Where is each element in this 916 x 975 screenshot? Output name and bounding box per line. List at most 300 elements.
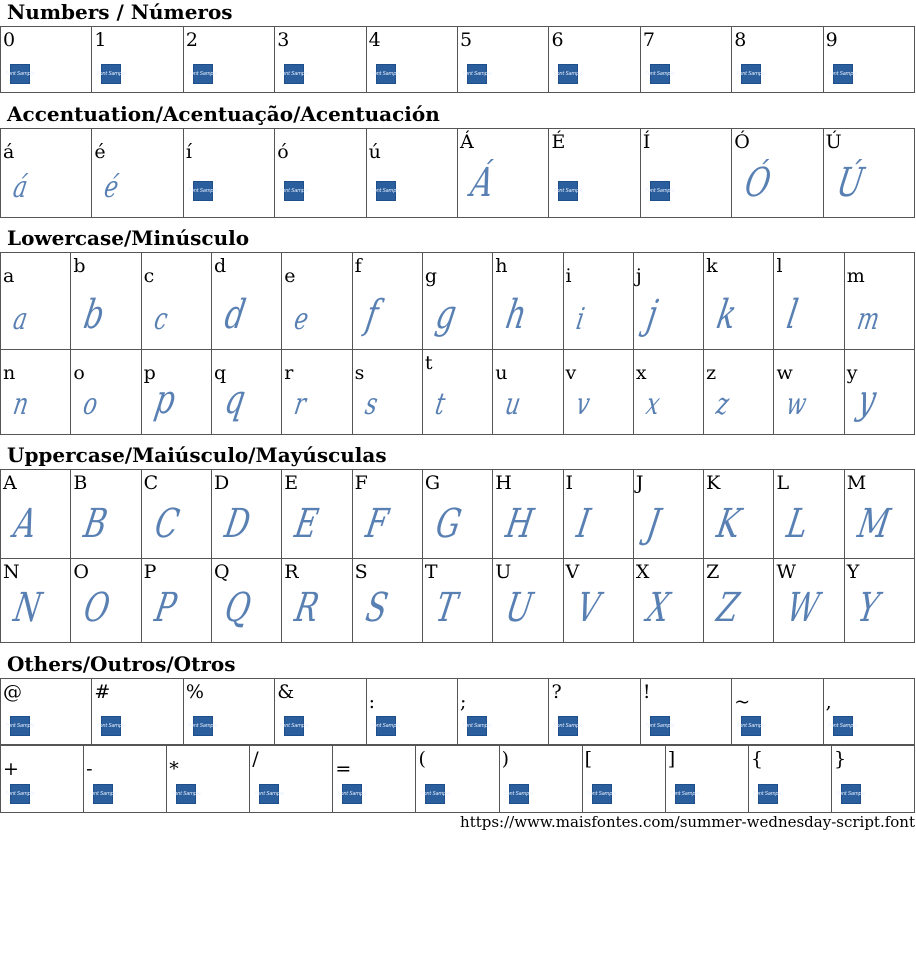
char-cell	[366, 26, 458, 93]
char-cell	[457, 26, 549, 93]
font-sample-image	[836, 784, 866, 804]
char-cell	[352, 252, 423, 350]
char-label: +	[3, 758, 19, 780]
script-glyph: Á	[467, 160, 498, 206]
font-sample-text: Font Sample	[279, 71, 309, 77]
script-glyph: Ú	[833, 160, 867, 206]
font-sample-text: Font Sample	[462, 71, 492, 77]
char-label: 4	[368, 29, 381, 51]
script-glyph: c	[151, 302, 171, 337]
font-sample-text: Font Sample	[553, 723, 584, 729]
font-sample-image	[736, 64, 766, 84]
font-sample-text: Font Sample	[645, 723, 675, 729]
font-sample-text: Font Sample	[828, 71, 858, 77]
font-sample-text: Font Sample	[371, 188, 401, 194]
char-cell	[731, 128, 823, 218]
font-sample-text: Font Sample	[188, 723, 218, 729]
char-label: S	[354, 561, 368, 583]
char-label: r	[284, 362, 294, 384]
char-cell	[332, 745, 416, 813]
script-glyph: L	[783, 501, 812, 547]
char-label: T	[424, 561, 438, 583]
script-glyph: á	[10, 170, 31, 205]
script-glyph: J	[643, 501, 664, 547]
script-glyph: M	[854, 501, 894, 547]
font-sample-text: Font Sample	[420, 791, 451, 797]
char-cell	[492, 349, 563, 435]
char-label: o	[73, 362, 85, 384]
font-sample-image	[371, 181, 401, 201]
script-glyph: T	[432, 585, 461, 631]
uppercase-grid-row-1	[0, 469, 915, 559]
char-label: a	[3, 265, 15, 287]
font-sample-text: Font Sample	[279, 188, 309, 194]
script-glyph: é	[102, 170, 122, 205]
char-cell	[548, 678, 640, 745]
char-cell	[274, 26, 366, 93]
char-label: b	[73, 255, 86, 277]
font-sample-text: Font Sample	[337, 791, 367, 797]
char-label: *	[169, 758, 179, 780]
char-label: z	[706, 362, 717, 384]
char-label: O	[73, 561, 89, 583]
font-sample-text: Font Sample	[96, 71, 127, 77]
char-cell	[83, 745, 167, 813]
script-glyph: m	[854, 302, 882, 337]
char-cell	[563, 469, 634, 559]
font-sample-image	[5, 784, 35, 804]
font-sample-image	[553, 716, 584, 736]
char-label: 9	[825, 29, 838, 51]
font-sample-text: Font Sample	[553, 71, 584, 77]
char-label: U	[495, 561, 512, 583]
char-cell	[640, 128, 732, 218]
char-label: t	[424, 352, 433, 374]
font-sample-image	[5, 64, 35, 84]
char-label: l	[776, 255, 783, 277]
char-cell	[0, 745, 84, 813]
script-glyph: t	[432, 387, 448, 422]
char-label: %	[185, 681, 204, 703]
script-glyph: i	[573, 302, 587, 337]
char-cell	[492, 252, 563, 350]
font-sample-image	[462, 716, 492, 736]
script-glyph: r	[291, 387, 309, 422]
char-label: A	[3, 472, 17, 494]
font-sample-text: Font Sample	[503, 791, 534, 797]
script-glyph: n	[10, 387, 32, 422]
char-cell	[422, 252, 493, 350]
font-sample-text: Font Sample	[587, 791, 617, 797]
script-glyph: y	[854, 377, 880, 423]
lowercase-grid-row-1	[0, 252, 915, 350]
char-cell	[281, 252, 352, 350]
char-cell	[703, 349, 774, 435]
font-sample-text: Font Sample	[736, 723, 766, 729]
char-cell	[352, 349, 423, 435]
char-label: H	[495, 472, 512, 494]
font-sample-image	[188, 64, 218, 84]
script-glyph: E	[291, 501, 322, 547]
script-glyph: a	[10, 302, 31, 337]
char-label: 3	[277, 29, 290, 51]
font-sample-text: Font Sample	[96, 723, 127, 729]
char-label: 8	[734, 29, 747, 51]
char-label: j	[635, 265, 642, 287]
section-title-accentuation: Accentuation/Acentuação/Acentuación	[7, 102, 440, 126]
char-cell	[563, 252, 634, 350]
font-sample-image	[553, 181, 584, 201]
char-label: n	[3, 362, 16, 384]
font-sample-image	[254, 784, 284, 804]
char-label: 1	[94, 29, 107, 51]
char-label: P	[143, 561, 157, 583]
char-label: Ó	[734, 131, 750, 153]
char-label: ]	[667, 748, 676, 770]
char-cell	[0, 678, 92, 745]
char-label: Q	[213, 561, 230, 583]
char-label: @	[3, 681, 22, 703]
script-glyph: I	[572, 501, 593, 547]
script-glyph: Q	[221, 585, 255, 631]
char-label: X	[635, 561, 650, 583]
char-cell	[703, 558, 774, 643]
char-cell	[281, 469, 352, 559]
char-label: h	[495, 255, 508, 277]
font-sample-text: Font Sample	[645, 188, 675, 194]
font-sample-image	[96, 64, 127, 84]
char-cell	[844, 558, 915, 643]
char-label: ó	[277, 141, 289, 163]
font-sample-image	[645, 64, 675, 84]
numbers-grid	[0, 26, 915, 93]
char-label: !	[642, 681, 651, 703]
font-sample-image	[828, 64, 858, 84]
char-label: F	[354, 472, 368, 494]
script-glyph: l	[783, 292, 802, 338]
font-sample-text: Font Sample	[279, 723, 309, 729]
char-cell	[183, 26, 275, 93]
script-glyph: B	[80, 501, 111, 547]
char-label: E	[284, 472, 299, 494]
font-sample-image	[828, 716, 858, 736]
script-glyph: W	[783, 585, 823, 631]
char-label: c	[143, 265, 155, 287]
char-cell	[141, 252, 212, 350]
font-sample-image	[587, 784, 617, 804]
others-grid-row-2	[0, 745, 915, 813]
font-sample-image	[337, 784, 367, 804]
char-cell	[366, 678, 458, 745]
script-glyph: R	[291, 585, 323, 631]
char-cell	[823, 128, 915, 218]
script-glyph: o	[80, 387, 101, 422]
font-sample-image	[96, 716, 127, 736]
script-glyph: z	[713, 387, 732, 422]
font-sample-image	[188, 716, 218, 736]
char-label: B	[73, 472, 88, 494]
font-sample-image	[645, 716, 675, 736]
char-cell	[731, 678, 823, 745]
font-sample-text: Font Sample	[188, 71, 218, 77]
char-label: É	[551, 131, 566, 153]
char-label: D	[213, 472, 230, 494]
char-label: w	[776, 362, 793, 384]
char-cell	[274, 128, 366, 218]
char-cell	[844, 349, 915, 435]
font-sample-image	[462, 64, 492, 84]
font-sample-text: Font Sample	[645, 71, 675, 77]
char-cell	[703, 469, 774, 559]
char-cell	[249, 745, 333, 813]
script-glyph: h	[502, 292, 531, 338]
char-cell	[274, 678, 366, 745]
script-glyph: C	[151, 501, 183, 547]
char-cell	[366, 128, 458, 218]
char-cell	[0, 26, 92, 93]
font-url[interactable]: https://www.maisfontes.com/summer-wednesday-script.font	[460, 813, 915, 831]
char-label: &	[277, 681, 295, 703]
char-cell	[141, 558, 212, 643]
char-label: L	[776, 472, 790, 494]
char-cell	[548, 128, 640, 218]
char-cell	[831, 745, 915, 813]
char-cell	[281, 349, 352, 435]
script-glyph: U	[502, 585, 537, 631]
font-sample-image	[553, 64, 584, 84]
font-sample-image	[371, 716, 401, 736]
char-cell	[633, 469, 704, 559]
char-label: J	[635, 472, 644, 494]
char-cell	[281, 558, 352, 643]
char-label: G	[424, 472, 441, 494]
char-label: y	[846, 362, 858, 384]
font-sample-image	[371, 64, 401, 84]
font-sample-image	[645, 181, 675, 201]
font-sample-text: Font Sample	[188, 188, 218, 194]
font-sample-text: Font Sample	[828, 723, 858, 729]
font-sample-text: Font Sample	[371, 723, 401, 729]
char-label: m	[846, 265, 865, 287]
font-sample-image	[503, 784, 534, 804]
char-label: 7	[642, 29, 655, 51]
char-label: Y	[846, 561, 860, 583]
char-cell	[91, 678, 183, 745]
script-glyph: k	[713, 292, 740, 338]
script-glyph: x	[643, 387, 663, 422]
char-label: /	[252, 748, 259, 770]
char-cell	[415, 745, 499, 813]
char-cell	[0, 469, 71, 559]
char-cell	[773, 469, 844, 559]
char-cell	[70, 469, 141, 559]
char-cell	[183, 678, 275, 745]
char-cell	[183, 128, 275, 218]
char-cell	[141, 469, 212, 559]
script-glyph: Y	[854, 585, 883, 631]
char-label: 6	[551, 29, 564, 51]
char-label: é	[94, 141, 106, 163]
char-cell	[633, 252, 704, 350]
font-sample-text: Font Sample	[670, 791, 700, 797]
char-label: #	[94, 681, 111, 703]
script-glyph: P	[151, 585, 180, 631]
font-sample-image	[171, 784, 201, 804]
font-sample-text: Font Sample	[171, 791, 201, 797]
char-cell	[211, 558, 282, 643]
char-label: ?	[551, 681, 562, 703]
char-label: ~	[734, 691, 751, 713]
char-cell	[70, 349, 141, 435]
char-label: 5	[460, 29, 473, 51]
char-label: q	[213, 362, 227, 384]
char-cell	[70, 558, 141, 643]
section-title-others: Others/Outros/Otros	[7, 652, 236, 676]
char-cell	[563, 349, 634, 435]
font-sample-image	[279, 181, 309, 201]
char-cell	[633, 349, 704, 435]
char-cell	[70, 252, 141, 350]
char-cell	[548, 26, 640, 93]
char-cell	[91, 128, 183, 218]
char-label: R	[284, 561, 299, 583]
font-sample-image	[279, 716, 309, 736]
char-label: 0	[3, 29, 16, 51]
char-label: ú	[368, 141, 381, 163]
font-sample-text: Font Sample	[462, 723, 492, 729]
font-sample-text: Font Sample	[836, 791, 866, 797]
script-glyph: b	[80, 292, 109, 338]
char-cell	[773, 558, 844, 643]
char-label: Z	[706, 561, 720, 583]
char-cell	[211, 349, 282, 435]
script-glyph: H	[502, 501, 537, 547]
font-sample-image	[420, 784, 451, 804]
script-glyph: G	[432, 501, 465, 547]
char-cell	[457, 678, 549, 745]
char-label: u	[495, 362, 508, 384]
char-cell	[166, 745, 250, 813]
others-grid-row-1	[0, 678, 915, 745]
char-cell	[0, 558, 71, 643]
char-label: C	[143, 472, 159, 494]
char-label: i	[565, 265, 572, 287]
font-sample-text: Font Sample	[5, 71, 35, 77]
font-sample-image	[188, 181, 218, 201]
char-cell	[640, 26, 732, 93]
script-glyph: f	[362, 292, 382, 338]
lowercase-grid-row-2	[0, 349, 915, 435]
char-cell	[582, 745, 666, 813]
char-cell	[731, 26, 823, 93]
char-cell	[703, 252, 774, 350]
char-cell	[823, 678, 915, 745]
char-cell	[211, 469, 282, 559]
script-glyph: F	[362, 501, 391, 547]
char-label: (	[418, 748, 426, 770]
accentuation-grid	[0, 128, 915, 218]
char-label: v	[565, 362, 577, 384]
section-title-numbers: Numbers / Números	[7, 0, 233, 24]
char-label: I	[565, 472, 574, 494]
font-sample-text: Font Sample	[88, 791, 118, 797]
char-cell	[0, 349, 71, 435]
script-glyph: p	[151, 377, 179, 423]
script-glyph: Ó	[741, 160, 775, 206]
char-label: [	[584, 748, 593, 770]
char-label: s	[354, 362, 365, 384]
char-cell	[352, 558, 423, 643]
char-cell	[640, 678, 732, 745]
script-glyph: w	[784, 387, 810, 422]
char-label: K	[706, 472, 721, 494]
font-sample-text: Font Sample	[5, 723, 35, 729]
char-cell	[823, 26, 915, 93]
uppercase-grid-row-2	[0, 558, 915, 643]
char-label: ,	[825, 691, 832, 713]
font-sample-text: Font Sample	[5, 791, 35, 797]
char-label: =	[335, 758, 352, 780]
char-label: e	[284, 265, 296, 287]
char-label: {	[750, 748, 763, 770]
font-sample-text: Font Sample	[553, 188, 584, 194]
font-sample-image	[736, 716, 766, 736]
char-label: Í	[642, 131, 651, 153]
char-cell	[422, 349, 493, 435]
font-sample-image	[88, 784, 118, 804]
char-label: f	[354, 255, 362, 277]
char-cell	[633, 558, 704, 643]
font-sample-image	[5, 716, 35, 736]
char-label: á	[3, 141, 15, 163]
font-sample-image	[670, 784, 700, 804]
script-glyph: s	[362, 387, 380, 422]
script-glyph: d	[221, 292, 249, 338]
script-glyph: X	[643, 585, 673, 631]
script-glyph: O	[80, 585, 114, 631]
script-glyph: D	[221, 501, 254, 547]
char-cell	[0, 128, 92, 218]
font-sample-image	[753, 784, 783, 804]
char-cell	[563, 558, 634, 643]
char-label: V	[565, 561, 580, 583]
char-cell	[422, 558, 493, 643]
char-label: :	[368, 691, 376, 713]
char-cell	[748, 745, 832, 813]
char-label: Á	[460, 131, 474, 153]
char-cell	[422, 469, 493, 559]
script-glyph: j	[643, 292, 661, 338]
char-cell	[352, 469, 423, 559]
char-label: x	[635, 362, 647, 384]
char-label: -	[86, 758, 93, 780]
script-glyph: Z	[713, 585, 743, 631]
font-sample-text: Font Sample	[371, 71, 401, 77]
char-label: 2	[185, 29, 198, 51]
char-cell	[844, 252, 915, 350]
char-cell	[844, 469, 915, 559]
script-glyph: v	[573, 387, 593, 422]
char-cell	[665, 745, 749, 813]
char-label: N	[3, 561, 20, 583]
char-label: d	[213, 255, 227, 277]
char-cell	[211, 252, 282, 350]
font-sample-text: Font Sample	[254, 791, 284, 797]
script-glyph: q	[221, 377, 249, 423]
section-title-lowercase: Lowercase/Minúsculo	[7, 226, 250, 250]
char-cell	[492, 469, 563, 559]
char-label: g	[424, 265, 438, 287]
